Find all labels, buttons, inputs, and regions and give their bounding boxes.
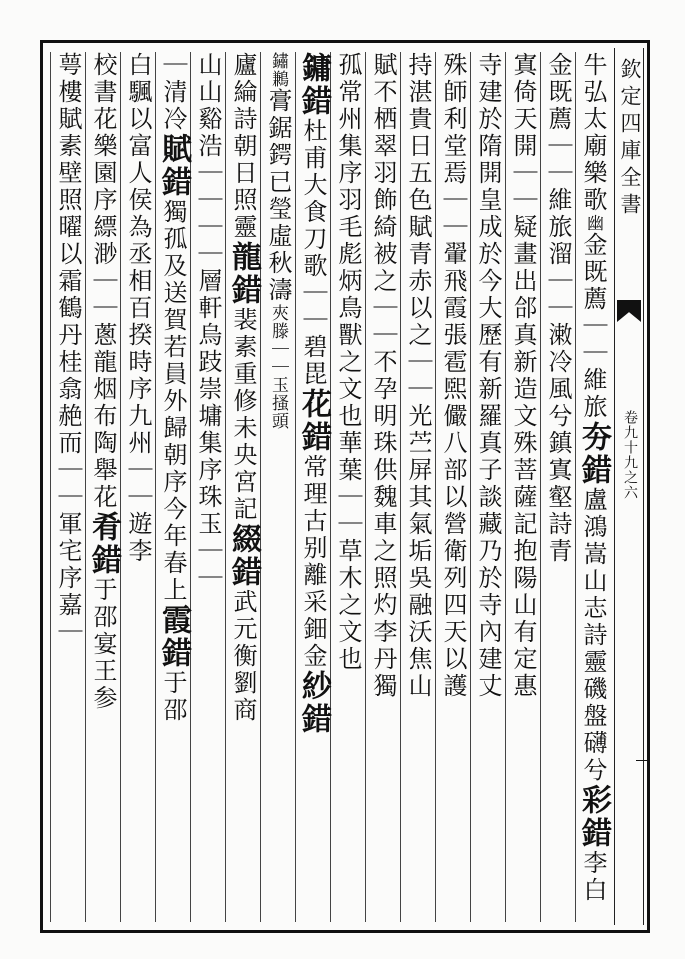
body-text: 軍宅序嘉｜ [54,511,82,646]
text-column [295,52,330,922]
text-column [505,52,540,922]
body-text: 殊師利堂焉｜｜翬飛霞張雹煕儼八部以營衛列四天以護 [439,52,467,700]
headword: 紗錯 [296,670,331,736]
body-text: 獨孤及送賀若員外歸朝序今年春上 [159,199,187,604]
text-column [365,52,400,922]
body-text: 賦不栖翠羽飾綺被之｜｜不孕明珠供魏車之照灼李丹獨 [369,52,397,700]
headword: 花錯 [296,388,331,454]
body-text: 盧鴻嵩山志詩靈磯盤礴兮 [579,487,607,784]
text-column [435,52,470,922]
body-text: 萼樓賦素壁照曜以霜鶴丹桂翕赩而｜｜ [54,52,82,511]
book-title: 欽定四庫全書 [618,58,642,220]
body-text: 采鈿金 [299,589,327,670]
body-text: 于邵 [159,670,187,724]
body-text: 廬綸詩朝日照 [229,52,257,214]
body-text: 金既薦｜｜維旅 [544,52,572,241]
body-text: 溜｜｜潄冷風兮鎮寘壑 [544,241,572,511]
body-text: 維旅 [579,367,607,421]
text-column [540,52,575,922]
text-column [575,52,610,922]
text-column [330,52,365,922]
headword: 鏞錯 [296,52,331,118]
headword: 賦錯 [156,133,191,199]
body-text: 李白 [579,850,607,904]
headword: 錯 [576,817,611,850]
body-text: 膏鋸鍔已瑩虛秋濤 [264,88,292,304]
body-text: 牛弘太廟樂歌 [579,52,607,214]
headword: 霞錯 [156,604,191,670]
body-text: 寘倚天開｜｜疑畫出郃真新造文殊菩薩記抱陽山有定惠 [509,52,537,700]
body-text: 校書花樂園序縹渺｜｜蔥龍烟布陶舉花 [89,52,117,511]
body-text: 金既薦 [579,232,607,313]
body-text: 集序珠玉｜｜ [194,430,222,592]
body-text: 遊李 [124,511,152,565]
juan-number: 卷九十九之六 [622,410,638,500]
headword: 肴錯 [86,511,121,577]
body-text: 寺建於隋開皇成於今大歷有新羅真子談藏乃於寺內建丈 [474,52,502,700]
body-text: 詩青 [544,511,572,565]
text-column [50,52,85,922]
body-text: 靈 [229,214,257,241]
text-column [225,52,260,922]
text-column [85,52,120,922]
headword: 綴錯 [226,523,261,589]
body-text: ｜｜層軒烏跂崇墉 [194,214,222,430]
text-column [470,52,505,922]
headword: 夯 [576,421,611,454]
body-text: 孤常州集序羽毛彪炳鳥獸之文也華葉｜｜草木之文也 [334,52,362,673]
text-column [260,52,295,922]
text-column [155,52,190,922]
annotation-text: 鏽鶼 [268,52,288,88]
body-text: ｜｜ [579,313,607,367]
body-text: 山山谿浩｜｜ [194,52,222,214]
body-text: 持湛貴日五色賦青赤以之｜｜光苎屏其氣垢吳融沃焦山 [404,52,432,700]
body-text: 以富人侯為丞相百揆時序九州｜｜ [124,106,152,511]
text-column [120,52,155,922]
headword: 龍錯 [226,241,261,307]
body-text: ｜清冷 [159,52,187,133]
body-text: 武元衡劉商 [229,589,257,724]
text-column [400,52,435,922]
folio-rule [636,760,650,761]
headword: 彩 [576,784,611,817]
headword: 錯 [576,454,611,487]
body-text: 白颿 [124,52,152,106]
body-text: 常理古别離 [299,454,327,589]
body-text: 裴素重修未央宮記 [229,307,257,523]
body-text: 于邵宴王参 [89,577,117,712]
text-column [190,52,225,922]
body-text: 杜甫大食刀歌｜｜碧毘 [299,118,327,388]
annotation-text: 幽 [583,214,603,232]
annotation-text: 夾滕｜｜玉搔頭 [268,304,288,430]
